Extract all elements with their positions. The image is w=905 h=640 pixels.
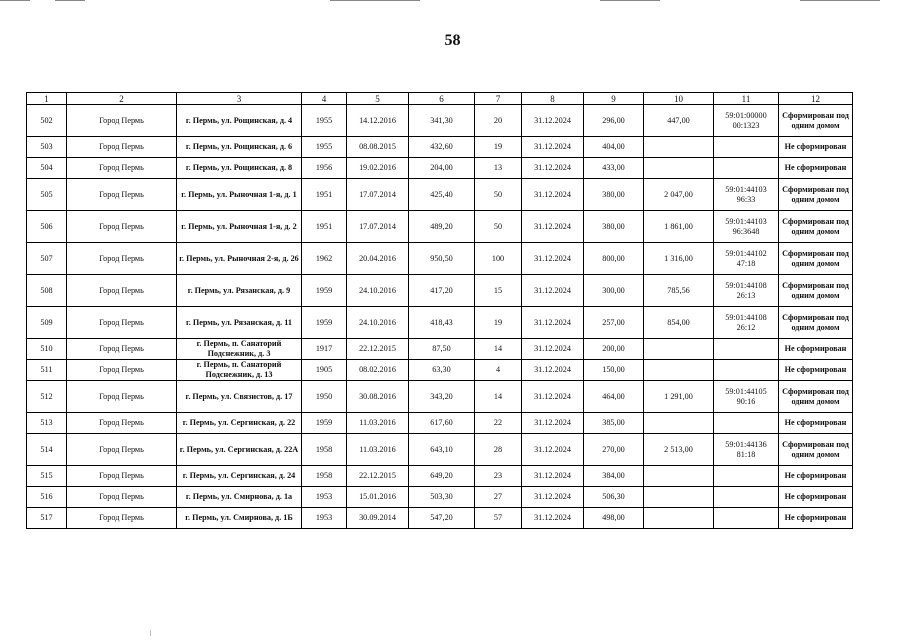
column-header: 2 (67, 93, 177, 105)
row-number-cell: 516 (27, 487, 67, 508)
land-area-required-cell: 270,00 (584, 434, 644, 466)
land-area-required-cell: 433,00 (584, 158, 644, 179)
build-year-cell: 1917 (302, 339, 347, 360)
land-area-cell (644, 360, 714, 381)
cadastral-number-cell (714, 487, 779, 508)
table-row (27, 466, 853, 487)
residents-cell: 57 (475, 508, 522, 529)
column-header: 10 (644, 93, 714, 105)
row-number-cell: 502 (27, 105, 67, 137)
table-row (27, 381, 853, 413)
land-status-cell: Сформирован под одним домом (779, 381, 853, 413)
land-area-required-cell: 506,30 (584, 487, 644, 508)
table-body (27, 105, 853, 529)
municipality-cell: Город Пермь (67, 508, 177, 529)
municipality-cell: Город Пермь (67, 487, 177, 508)
address-cell: г. Пермь, ул. Сергинская, д. 24 (177, 466, 302, 487)
address-cell: г. Пермь, ул. Смирнова, д. 1а (177, 487, 302, 508)
address-cell: г. Пермь, ул. Рязанская, д. 9 (177, 275, 302, 307)
residents-cell: 22 (475, 413, 522, 434)
land-area-required-cell: 200,00 (584, 339, 644, 360)
table-row (27, 179, 853, 211)
cadastral-number-cell: 59:01:00000 00:1323 (714, 105, 779, 137)
municipality-cell: Город Пермь (67, 158, 177, 179)
resettlement-date-cell: 31.12.2024 (522, 466, 584, 487)
cadastral-number-cell (714, 339, 779, 360)
row-number-cell: 504 (27, 158, 67, 179)
table-row (27, 487, 853, 508)
address-cell: г. Пермь, ул. Рязанская, д. 11 (177, 307, 302, 339)
cadastral-number-cell: 59:01:44108 26:12 (714, 307, 779, 339)
inclusion-date-cell: 17.07.2014 (347, 179, 409, 211)
resettlement-date-cell: 31.12.2024 (522, 211, 584, 243)
area-cell: 432,60 (409, 137, 475, 158)
area-cell: 547,20 (409, 508, 475, 529)
address-cell: г. Пермь, ул. Смирнова, д. 1Б (177, 508, 302, 529)
municipality-cell: Город Пермь (67, 413, 177, 434)
land-area-required-cell: 384,00 (584, 466, 644, 487)
residents-cell: 14 (475, 339, 522, 360)
build-year-cell: 1905 (302, 360, 347, 381)
housing-registry-table (26, 92, 853, 529)
residents-cell: 100 (475, 243, 522, 275)
build-year-cell: 1959 (302, 307, 347, 339)
land-status-cell: Сформирован под одним домом (779, 105, 853, 137)
inclusion-date-cell: 11.03.2016 (347, 434, 409, 466)
resettlement-date-cell: 31.12.2024 (522, 487, 584, 508)
address-cell: г. Пермь, п. Санаторий Подснежник, д. 3 (177, 339, 302, 360)
table-row (27, 307, 853, 339)
cadastral-number-cell (714, 413, 779, 434)
row-number-cell: 506 (27, 211, 67, 243)
table-row (27, 137, 853, 158)
land-area-required-cell: 385,00 (584, 413, 644, 434)
municipality-cell: Город Пермь (67, 275, 177, 307)
municipality-cell: Город Пермь (67, 360, 177, 381)
municipality-cell: Город Пермь (67, 339, 177, 360)
build-year-cell: 1955 (302, 105, 347, 137)
page-number: 58 (444, 32, 461, 49)
area-cell: 63,30 (409, 360, 475, 381)
land-status-cell: Не сформирован (779, 158, 853, 179)
build-year-cell: 1953 (302, 487, 347, 508)
column-header: 8 (522, 93, 584, 105)
land-area-cell: 1 291,00 (644, 381, 714, 413)
land-area-cell: 2 513,00 (644, 434, 714, 466)
land-area-required-cell: 380,00 (584, 179, 644, 211)
residents-cell: 19 (475, 137, 522, 158)
residents-cell: 15 (475, 275, 522, 307)
cadastral-number-cell (714, 137, 779, 158)
land-area-cell (644, 508, 714, 529)
resettlement-date-cell: 31.12.2024 (522, 360, 584, 381)
table-row (27, 158, 853, 179)
land-status-cell: Не сформирован (779, 487, 853, 508)
residents-cell: 14 (475, 381, 522, 413)
resettlement-date-cell: 31.12.2024 (522, 307, 584, 339)
cadastral-number-cell (714, 466, 779, 487)
land-area-cell (644, 487, 714, 508)
area-cell: 425,40 (409, 179, 475, 211)
land-area-required-cell: 404,00 (584, 137, 644, 158)
cadastral-number-cell: 59:01:44103 96:33 (714, 179, 779, 211)
land-area-required-cell: 800,00 (584, 243, 644, 275)
scan-edge-mark (330, 0, 420, 1)
address-cell: г. Пермь, ул. Сергинская, д. 22А (177, 434, 302, 466)
address-cell: г. Пермь, ул. Рощинская, д. 6 (177, 137, 302, 158)
area-cell: 343,20 (409, 381, 475, 413)
scan-artifact (150, 630, 159, 636)
residents-cell: 23 (475, 466, 522, 487)
row-number-cell: 508 (27, 275, 67, 307)
inclusion-date-cell: 11.03.2016 (347, 413, 409, 434)
cadastral-number-cell: 59:01:44103 96:3648 (714, 211, 779, 243)
municipality-cell: Город Пермь (67, 243, 177, 275)
build-year-cell: 1951 (302, 211, 347, 243)
row-number-cell: 515 (27, 466, 67, 487)
land-status-cell: Не сформирован (779, 137, 853, 158)
inclusion-date-cell: 15.01.2016 (347, 487, 409, 508)
column-header: 1 (27, 93, 67, 105)
resettlement-date-cell: 31.12.2024 (522, 137, 584, 158)
residents-cell: 13 (475, 158, 522, 179)
resettlement-date-cell: 31.12.2024 (522, 179, 584, 211)
municipality-cell: Город Пермь (67, 137, 177, 158)
row-number-cell: 512 (27, 381, 67, 413)
municipality-cell: Город Пермь (67, 105, 177, 137)
build-year-cell: 1953 (302, 508, 347, 529)
resettlement-date-cell: 31.12.2024 (522, 508, 584, 529)
resettlement-date-cell: 31.12.2024 (522, 434, 584, 466)
land-status-cell: Сформирован под одним домом (779, 275, 853, 307)
scan-edge-mark (0, 0, 30, 1)
residents-cell: 4 (475, 360, 522, 381)
column-header: 9 (584, 93, 644, 105)
address-cell: г. Пермь, ул. Рощинская, д. 8 (177, 158, 302, 179)
scan-edge-mark (600, 0, 660, 1)
resettlement-date-cell: 31.12.2024 (522, 243, 584, 275)
resettlement-date-cell: 31.12.2024 (522, 381, 584, 413)
land-status-cell: Сформирован под одним домом (779, 434, 853, 466)
column-header: 6 (409, 93, 475, 105)
table-row (27, 339, 853, 360)
table-row (27, 105, 853, 137)
table-header-row (27, 93, 853, 105)
row-number-cell: 510 (27, 339, 67, 360)
scan-edge-mark (800, 0, 880, 1)
column-header: 7 (475, 93, 522, 105)
row-number-cell: 505 (27, 179, 67, 211)
municipality-cell: Город Пермь (67, 307, 177, 339)
land-area-cell: 1 861,00 (644, 211, 714, 243)
area-cell: 204,00 (409, 158, 475, 179)
build-year-cell: 1955 (302, 137, 347, 158)
land-area-required-cell: 464,00 (584, 381, 644, 413)
build-year-cell: 1959 (302, 413, 347, 434)
row-number-cell: 513 (27, 413, 67, 434)
table-row (27, 275, 853, 307)
row-number-cell: 509 (27, 307, 67, 339)
table-row (27, 360, 853, 381)
column-header: 5 (347, 93, 409, 105)
land-status-cell: Не сформирован (779, 339, 853, 360)
address-cell: г. Пермь, ул. Рыночная 1-я, д. 1 (177, 179, 302, 211)
residents-cell: 27 (475, 487, 522, 508)
inclusion-date-cell: 24.10.2016 (347, 307, 409, 339)
land-status-cell: Не сформирован (779, 360, 853, 381)
inclusion-date-cell: 30.08.2016 (347, 381, 409, 413)
inclusion-date-cell: 17.07.2014 (347, 211, 409, 243)
residents-cell: 28 (475, 434, 522, 466)
build-year-cell: 1950 (302, 381, 347, 413)
residents-cell: 50 (475, 211, 522, 243)
scan-edge-mark (55, 0, 85, 1)
land-area-cell: 447,00 (644, 105, 714, 137)
inclusion-date-cell: 14.12.2016 (347, 105, 409, 137)
table-row (27, 211, 853, 243)
land-status-cell: Сформирован под одним домом (779, 243, 853, 275)
build-year-cell: 1962 (302, 243, 347, 275)
cadastral-number-cell (714, 360, 779, 381)
cadastral-number-cell (714, 508, 779, 529)
address-cell: г. Пермь, ул. Рыночная 1-я, д. 2 (177, 211, 302, 243)
cadastral-number-cell: 59:01:44105 90:16 (714, 381, 779, 413)
land-area-cell (644, 466, 714, 487)
land-area-cell (644, 137, 714, 158)
row-number-cell: 514 (27, 434, 67, 466)
resettlement-date-cell: 31.12.2024 (522, 105, 584, 137)
cadastral-number-cell: 59:01:44108 26:13 (714, 275, 779, 307)
address-cell: г. Пермь, ул. Связистов, д. 17 (177, 381, 302, 413)
inclusion-date-cell: 30.09.2014 (347, 508, 409, 529)
address-cell: г. Пермь, п. Санаторий Подснежник, д. 13 (177, 360, 302, 381)
address-cell: г. Пермь, ул. Рощинская, д. 4 (177, 105, 302, 137)
area-cell: 950,50 (409, 243, 475, 275)
area-cell: 503,30 (409, 487, 475, 508)
build-year-cell: 1958 (302, 466, 347, 487)
column-header: 4 (302, 93, 347, 105)
resettlement-date-cell: 31.12.2024 (522, 158, 584, 179)
land-area-cell (644, 413, 714, 434)
residents-cell: 19 (475, 307, 522, 339)
land-area-cell (644, 158, 714, 179)
land-area-cell: 785,56 (644, 275, 714, 307)
row-number-cell: 511 (27, 360, 67, 381)
land-area-required-cell: 380,00 (584, 211, 644, 243)
municipality-cell: Город Пермь (67, 381, 177, 413)
inclusion-date-cell: 08.08.2015 (347, 137, 409, 158)
residents-cell: 50 (475, 179, 522, 211)
row-number-cell: 517 (27, 508, 67, 529)
land-area-required-cell: 300,00 (584, 275, 644, 307)
municipality-cell: Город Пермь (67, 211, 177, 243)
table-row (27, 508, 853, 529)
land-area-cell: 854,00 (644, 307, 714, 339)
row-number-cell: 503 (27, 137, 67, 158)
address-cell: г. Пермь, ул. Сергинская, д. 22 (177, 413, 302, 434)
land-status-cell: Сформирован под одним домом (779, 179, 853, 211)
inclusion-date-cell: 08.02.2016 (347, 360, 409, 381)
inclusion-date-cell: 19.02.2016 (347, 158, 409, 179)
table-row (27, 413, 853, 434)
inclusion-date-cell: 24.10.2016 (347, 275, 409, 307)
build-year-cell: 1956 (302, 158, 347, 179)
cadastral-number-cell: 59:01:44136 81:18 (714, 434, 779, 466)
area-cell: 87,50 (409, 339, 475, 360)
land-area-required-cell: 498,00 (584, 508, 644, 529)
land-status-cell: Сформирован под одним домом (779, 211, 853, 243)
land-area-required-cell: 296,00 (584, 105, 644, 137)
row-number-cell: 507 (27, 243, 67, 275)
land-status-cell: Сформирован под одним домом (779, 307, 853, 339)
resettlement-date-cell: 31.12.2024 (522, 275, 584, 307)
area-cell: 418,43 (409, 307, 475, 339)
area-cell: 617,60 (409, 413, 475, 434)
table-row (27, 434, 853, 466)
land-area-cell: 2 047,00 (644, 179, 714, 211)
column-header: 11 (714, 93, 779, 105)
column-header: 3 (177, 93, 302, 105)
area-cell: 341,30 (409, 105, 475, 137)
inclusion-date-cell: 22.12.2015 (347, 339, 409, 360)
build-year-cell: 1958 (302, 434, 347, 466)
area-cell: 643,10 (409, 434, 475, 466)
table-row (27, 243, 853, 275)
residents-cell: 20 (475, 105, 522, 137)
area-cell: 489,20 (409, 211, 475, 243)
cadastral-number-cell: 59:01:44102 47:18 (714, 243, 779, 275)
address-cell: г. Пермь, ул. Рыночная 2-я, д. 26 (177, 243, 302, 275)
land-status-cell: Не сформирован (779, 413, 853, 434)
resettlement-date-cell: 31.12.2024 (522, 339, 584, 360)
land-area-required-cell: 150,00 (584, 360, 644, 381)
cadastral-number-cell (714, 158, 779, 179)
land-area-cell (644, 339, 714, 360)
municipality-cell: Город Пермь (67, 434, 177, 466)
resettlement-date-cell: 31.12.2024 (522, 413, 584, 434)
area-cell: 649,20 (409, 466, 475, 487)
build-year-cell: 1951 (302, 179, 347, 211)
area-cell: 417,20 (409, 275, 475, 307)
land-area-cell: 1 316,00 (644, 243, 714, 275)
land-status-cell: Не сформирован (779, 466, 853, 487)
build-year-cell: 1959 (302, 275, 347, 307)
land-status-cell: Не сформирован (779, 508, 853, 529)
municipality-cell: Город Пермь (67, 179, 177, 211)
land-area-required-cell: 257,00 (584, 307, 644, 339)
municipality-cell: Город Пермь (67, 466, 177, 487)
column-header: 12 (779, 93, 853, 105)
inclusion-date-cell: 22.12.2015 (347, 466, 409, 487)
inclusion-date-cell: 20.04.2016 (347, 243, 409, 275)
